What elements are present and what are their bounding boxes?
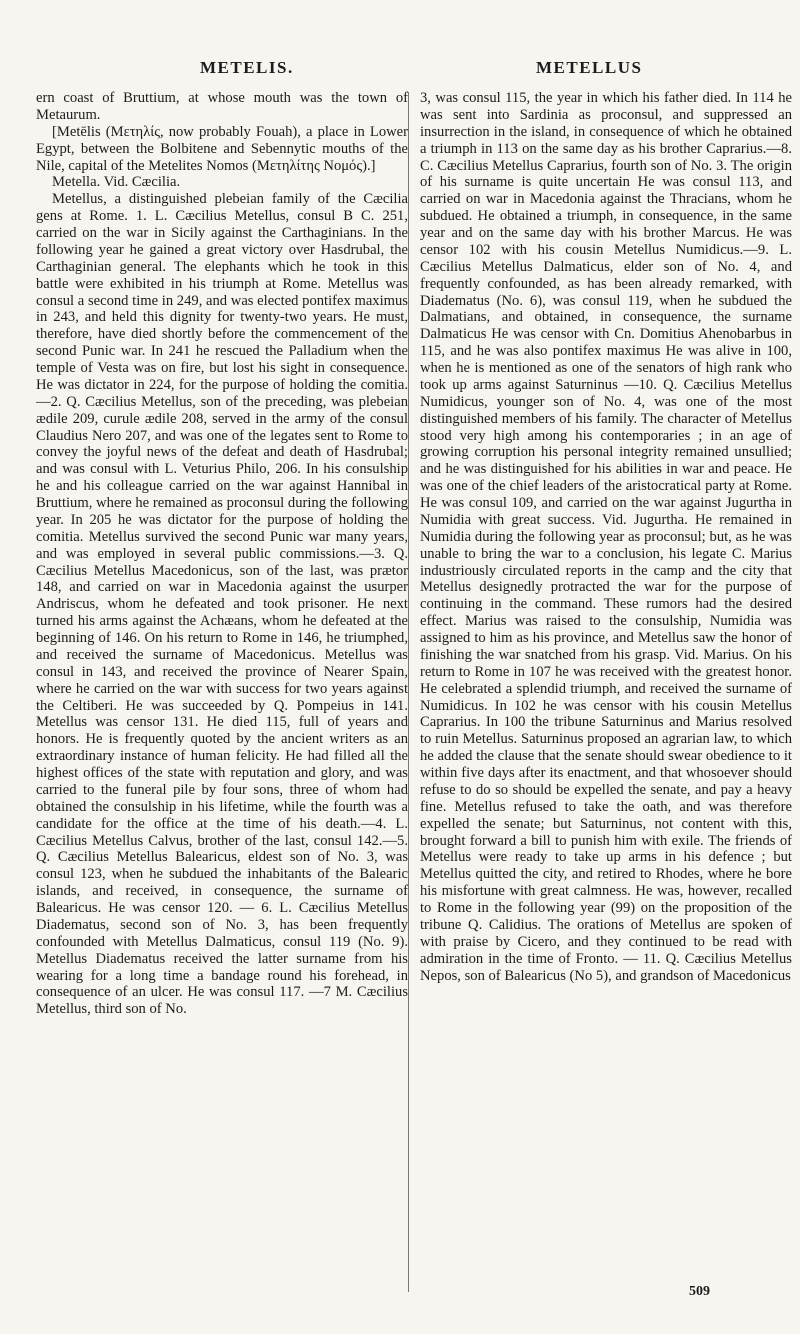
paragraph-metellus-continued: 3, was consul 115, the year in which his father died. In 114 he was sent into Sardinia as proconsul, and suppressed an insurrection in the island, in consequence of which he obtained a triumph in 113 on the same day as his brother Caprarius.—8. C. Cæcilius Metellus Caprarius, fourth son of No. 3. The origin of his surname is quite uncertain He was consul 113, and carried on war in Macedonia against the Thracians, whom he subdued. He obtained a triumph, in consequence, in the same year and on the same day with his brother Marcus. He was censor 102 with his cousin Metellus Numidicus.—9. L. Cæcilius Metellus Dalmaticus, elder son of No. 4, and frequently confounded, as has been already remarked, with Diadematus (No. 6), was consul 119, when he subdued the Dalmatians, and obtained, in consequence, the surname Dalmaticus He was censor with Cn. Domitius Ahenobarbus in 115, and he was also pontifex maximus He was alive in 100, when he is mentioned as one of the senators of high rank who took up arms against Saturninus —10. Q. Cæcilius Metellus Numidicus, younger son of No. 4, was one of the most distinguished members of his family. The character of Metellus stood very high among his contemporaries ; in an age of growing corruption his personal integrity remained unsullied; and he was distinguished for his abilities in war and peace. He was one of the chief leaders of the aristocratical party at Rome. He was consul 109, and carried on the war against Jugurtha in Numidia with great success. Vid. Jugurtha. He remained in Numidia during the following year as proconsul; but, as he was unable to bring the war to a conclusion, his legate C. Marius industriously circulated reports in the camp and the city that Metellus designedly protracted the war for the purpose of continuing in the command. These rumors had the desired effect. Marius was raised to the consulship, Numidia was assigned to him as his province, and Metellus saw the honor of finishing the war snatched from his grasp. Vid. Marius. On his return to Rome in 107 he was received with the greatest honor. He celebrated a splendid triumph, and received the surname of Numidicus. In 102 he was censor with his cousin Metellus Caprarius. In 100 the tribune Saturninus and Marius resolved to ruin Metellus. Saturninus proposed an agrarian law, to which he added the clause that the senate should swear obedience to it within five days after its enactment, and that whosoever should refuse to do so should be expelled the senate, and pay a heavy fine. Metellus refused to take the oath, and was therefore expelled the senate; but Saturninus, not content with this, brought forward a bill to punish him with exile. The friends of Metellus were ready to take up arms in his defence ; but Metellus quitted the city, and retired to Rhodes, where he bore his misfortune with great calmness. He was, however, recalled to Rome in the following year (99) on the proposition of the tribune Q. Calidius. The orations of Metellus are spoken of with praise by Cicero, and they continued to be read with admiration in the time of Fronto. — 11. Q. Cæcilius Metellus Nepos, son of Balearicus (No 5), and grandson of Macedonicus — [420, 90, 792, 984]
paragraph-metaurus-end: ern coast of Bruttium, at whose mouth was the town of Metaurum. — [36, 90, 408, 123]
paragraph-metella: Metella. Vid. Cæcilia. — [52, 174, 181, 191]
right-column — [420, 90, 792, 1290]
running-head-left: METELIS. — [200, 58, 294, 77]
paragraph-metellus: Metellus, a distinguished plebeian family of the Cæcilia gens at Rome. 1. L. Cæcilius Metellus, consul B C. 251, carried on the war in Sicily against the Carthaginians. In the following year he gained a great victory over Hasdrubal, the Carthaginian general. The elephants which he took in this battle were exhibited in his triumph at Rome. Metellus was consul a second time in 249, and was elected pontifex maximus in 243, and held this dignity for twenty-two years. He must, therefore, have died shortly before the commencement of the second Punic war. In 241 he rescued the Palladium when the temple of Vesta was on fire, but lost his sight in consequence. He was dictator in 224, for the purpose of holding the comitia.—2. Q. Cæcilius Metellus, son of the preceding, was plebeian ædile 209, curule ædile 208, served in the army of the consul Claudius Nero 207, and was one of the legates sent to Rome to convey the joyful news of the defeat and death of Hasdrubal; and was consul with L. Veturius Philo, 206. In his consulship he and his colleague carried on the war against Hannibal in Bruttium, where he remained as proconsul during the following year. In 205 he was dictator for the purpose of holding the comitia. Metellus survived the second Punic war many years, and was employed in several public commissions.—3. Q. Cæcilius Metellus Macedonicus, son of the last, was prætor 148, and carried on war in Macedonia against the usurper Andriscus, whom he defeated and took prisoner. He next turned his arms against the Achæans, whom he defeated at the beginning of 146. On his return to Rome in 146, he triumphed, and received the surname of Macedonicus. Metellus was consul in 143, and received the province of Nearer Spain, where he carried on the war with success for two years against the Celtiberi. He was succeeded by Q. Pompeius in 141. Metellus was censor 131. He died 115, full of years and honors. He is frequently quoted by the ancient writers as an extraordinary instance of human felicity. He had filled all the highest offices of the state with reputation and glory, and was carried to the funeral pile by four sons, three of whom had obtained the consulship in his lifetime, while the fourth was a candidate for the office at the time of his death.—4. L. Cæcilius Metellus Calvus, brother of the last, consul 142.—5. Q. Cæcilius Metellus Balearicus, eldest son of No. 3, was consul 123, when he subdued the inhabitants of the Balearic islands, and received, in consequence, the surname of Balearicus. He was censor 120. — 6. L. Cæcilius Metellus Diadematus, second son of No. 3, has been frequently confounded with Metellus Dalmaticus, consul 119 (No. 9). Metellus Diadematus received the latter surname from his wearing for a long time a bandage round his forehead, in consequence of an ulcer. He was consul 117. —7 M. Cæcilius Metellus, third son of No. — [36, 191, 408, 1018]
column-divider — [408, 92, 409, 1292]
page-header — [0, 58, 800, 80]
running-head-right: METELLUS — [536, 58, 643, 77]
left-column — [36, 90, 408, 1290]
page-number: 509 — [689, 1284, 710, 1299]
paragraph-metelis: [Metēlis (Μετηλίς, now probably Fouah), a place in Lower Egypt, between the Bolbitene and Sebennytic mouths of the Nile, capital of the Metelites Nomos (Μετηλίτης Νομός).] — [36, 123, 408, 174]
